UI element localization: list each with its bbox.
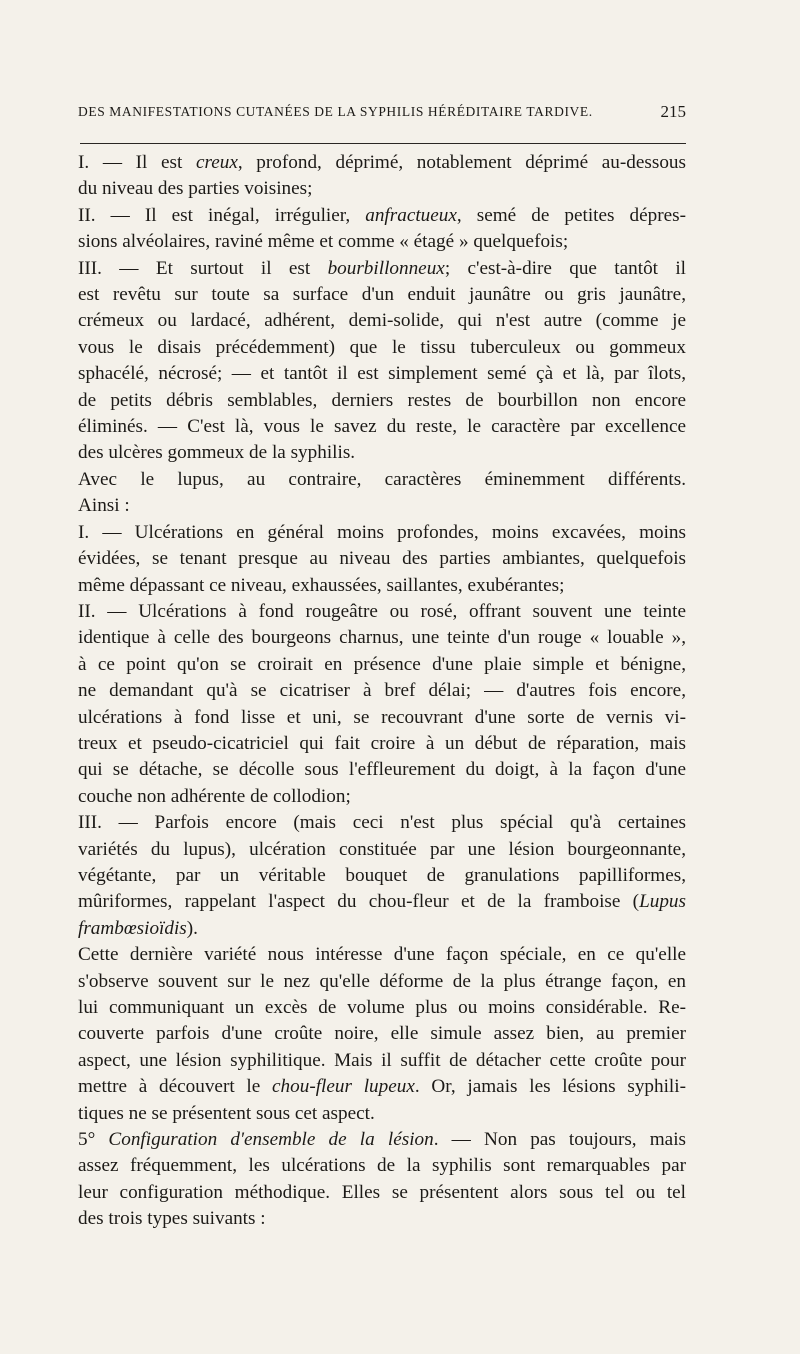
text-run: assez fréquemment, les ulcérations de la syphilis sont remarquables par: [78, 1155, 686, 1177]
text-run: . — Non pas toujours, mais: [433, 1129, 686, 1151]
text-line: [78, 361, 686, 387]
text-run: I. — Ulcérations en général moins profondes, moins excavées, moins: [78, 521, 686, 543]
text-run: sions alvéolaires, raviné même et comme « étagé » quelquefois;: [78, 231, 569, 253]
text-line: [78, 520, 686, 546]
text-run: à ce point qu'on se croirait en présence d'une plaie simple et bénigne,: [78, 653, 686, 675]
text-run: qui se détache, se décolle sous l'effleurement du doigt, à la façon d'une: [78, 759, 686, 781]
text-run: leur configuration méthodique. Elles se présentent alors sous tel ou tel: [78, 1181, 686, 1203]
text-line: [78, 467, 686, 493]
text-line: [78, 308, 686, 334]
text-line: [78, 757, 686, 783]
text-line: [78, 150, 686, 176]
text-run: tiques ne se présentent sous cet aspect.: [78, 1102, 375, 1124]
text-line: [78, 995, 686, 1021]
text-run: Cette dernière variété nous intéresse d'une façon spéciale, en ce qu'elle: [78, 944, 686, 966]
text-run: aspect, une lésion syphilitique. Mais il suffit de détacher cette croûte pour: [78, 1049, 686, 1071]
text-line: [78, 1021, 686, 1047]
text-line: [78, 863, 686, 889]
italic-text: bourbillonneux: [327, 257, 445, 279]
text-line: [78, 414, 686, 440]
text-line: [78, 599, 686, 625]
text-run: évidées, se tenant presque au niveau des parties ambiantes, quelquefois: [78, 548, 686, 570]
text-line: [78, 546, 686, 572]
text-run: vous le disais précédemment) que le tissu tuberculeux ou gommeux: [78, 336, 686, 358]
text-line: [78, 1101, 686, 1127]
text-line: [78, 969, 686, 995]
text-line: [78, 837, 686, 863]
text-line: [78, 889, 686, 915]
text-run: est revêtu sur toute sa surface d'un enduit jaunâtre ou gris jaunâtre,: [78, 284, 686, 306]
text-run: de petits débris semblables, derniers restes de bourbillon non encore: [78, 389, 686, 411]
text-run: des ulcères gommeux de la syphilis.: [78, 442, 356, 464]
text-run: mûriformes, rappelant l'aspect du chou-fleur et de la framboise (: [78, 891, 640, 913]
italic-text: anfractueux: [365, 204, 457, 226]
text-line: [78, 652, 686, 678]
italic-text: chou-fleur lupeux: [272, 1076, 415, 1098]
text-line: [78, 942, 686, 968]
text-run: ; c'est-à-dire que tantôt il: [444, 257, 687, 279]
text-run: II. — Ulcérations à fond rougeâtre ou rosé, offrant souvent une teinte: [78, 600, 686, 622]
text-run: lui communiquant un excès de volume plus ou moins considérable. Re-: [78, 997, 686, 1018]
text-line: [78, 282, 686, 308]
text-run: couverte parfois d'une croûte noire, elle simule assez bien, au premier: [78, 1023, 686, 1045]
text-line: [78, 203, 686, 229]
text-run: Ainsi :: [78, 495, 130, 517]
text-line: [78, 256, 686, 282]
text-run: , profond, déprimé, notablement déprimé au-dessous: [237, 152, 686, 173]
page-number: 215: [660, 102, 686, 121]
text-line: [78, 731, 686, 757]
text-line: [78, 810, 686, 836]
text-run: crémeux ou lardacé, adhérent, demi-solide, qui n'est autre (comme je: [78, 310, 686, 332]
text-line: [78, 573, 686, 599]
italic-text: creux: [195, 152, 238, 173]
text-run: du niveau des parties voisines;: [78, 178, 313, 200]
text-line: [78, 335, 686, 361]
text-line: [78, 229, 686, 255]
text-run: 5°: [78, 1129, 109, 1151]
text-line: [78, 440, 686, 466]
text-run: sphacélé, nécrosé; — et tantôt il est simplement semé çà et là, par îlots,: [78, 363, 686, 385]
text-run: couche non adhérente de collodion;: [78, 785, 351, 807]
text-run: même dépassant ce niveau, exhaussées, saillantes, exubérantes;: [78, 574, 565, 596]
text-run: I. — Il est: [78, 152, 196, 173]
text-run: s'observe souvent sur le nez qu'elle déforme de la plus étrange façon, en: [78, 970, 686, 992]
text-run: des trois types suivants :: [78, 1208, 266, 1230]
text-run: ne demandant qu'à se cicatriser à bref délai; — d'autres fois encore,: [78, 680, 686, 702]
text-run: mettre à découvert le: [78, 1076, 273, 1098]
text-line: [78, 493, 686, 519]
text-line: [78, 916, 686, 942]
text-line: [78, 1153, 686, 1179]
text-line: [78, 176, 686, 202]
text-run: . Or, jamais les lésions syphili-: [414, 1076, 686, 1098]
text-line: [78, 784, 686, 810]
header-rule: [80, 143, 686, 144]
text-run: variétés du lupus), ulcération constituée par une lésion bourgeonnante,: [78, 838, 686, 860]
text-line: [78, 1180, 686, 1206]
italic-text: frambœsioïdis: [78, 917, 187, 939]
body-text: [78, 150, 686, 1233]
text-line: [78, 1074, 686, 1100]
text-run: végétante, par un véritable bouquet de granulations papilliformes,: [78, 864, 686, 886]
text-line: [78, 1206, 686, 1232]
italic-text: Configuration d'ensemble de la lésion: [108, 1129, 434, 1151]
text-run: identique à celle des bourgeons charnus, une teinte d'un rouge « louable »,: [78, 627, 686, 649]
text-run: Avec le lupus, au contraire, caractères éminemment différents.: [78, 468, 686, 490]
text-line: [78, 1127, 686, 1153]
text-run: ulcérations à fond lisse et uni, se recouvrant d'une sorte de vernis vi-: [78, 706, 686, 728]
text-run: éliminés. — C'est là, vous le savez du reste, le caractère par excellence: [78, 416, 686, 438]
running-title: DES MANIFESTATIONS CUTANÉES DE LA SYPHILIS HÉRÉDITAIRE TARDIVE.: [78, 104, 593, 119]
text-line: [78, 705, 686, 731]
text-run: III. — Et surtout il est: [78, 257, 328, 279]
text-run: II. — Il est inégal, irrégulier,: [78, 204, 366, 226]
text-run: , semé de petites dépres-: [456, 204, 686, 226]
text-run: III. — Parfois encore (mais ceci n'est plus spécial qu'à certaines: [78, 812, 686, 834]
running-head: [78, 104, 686, 120]
text-run: ).: [186, 917, 198, 939]
text-run: treux et pseudo-cicatriciel qui fait croire à un début de réparation, mais: [78, 732, 686, 754]
text-line: [78, 388, 686, 414]
italic-text: Lupus: [639, 891, 686, 913]
text-line: [78, 678, 686, 704]
text-line: [78, 1048, 686, 1074]
text-line: [78, 625, 686, 651]
